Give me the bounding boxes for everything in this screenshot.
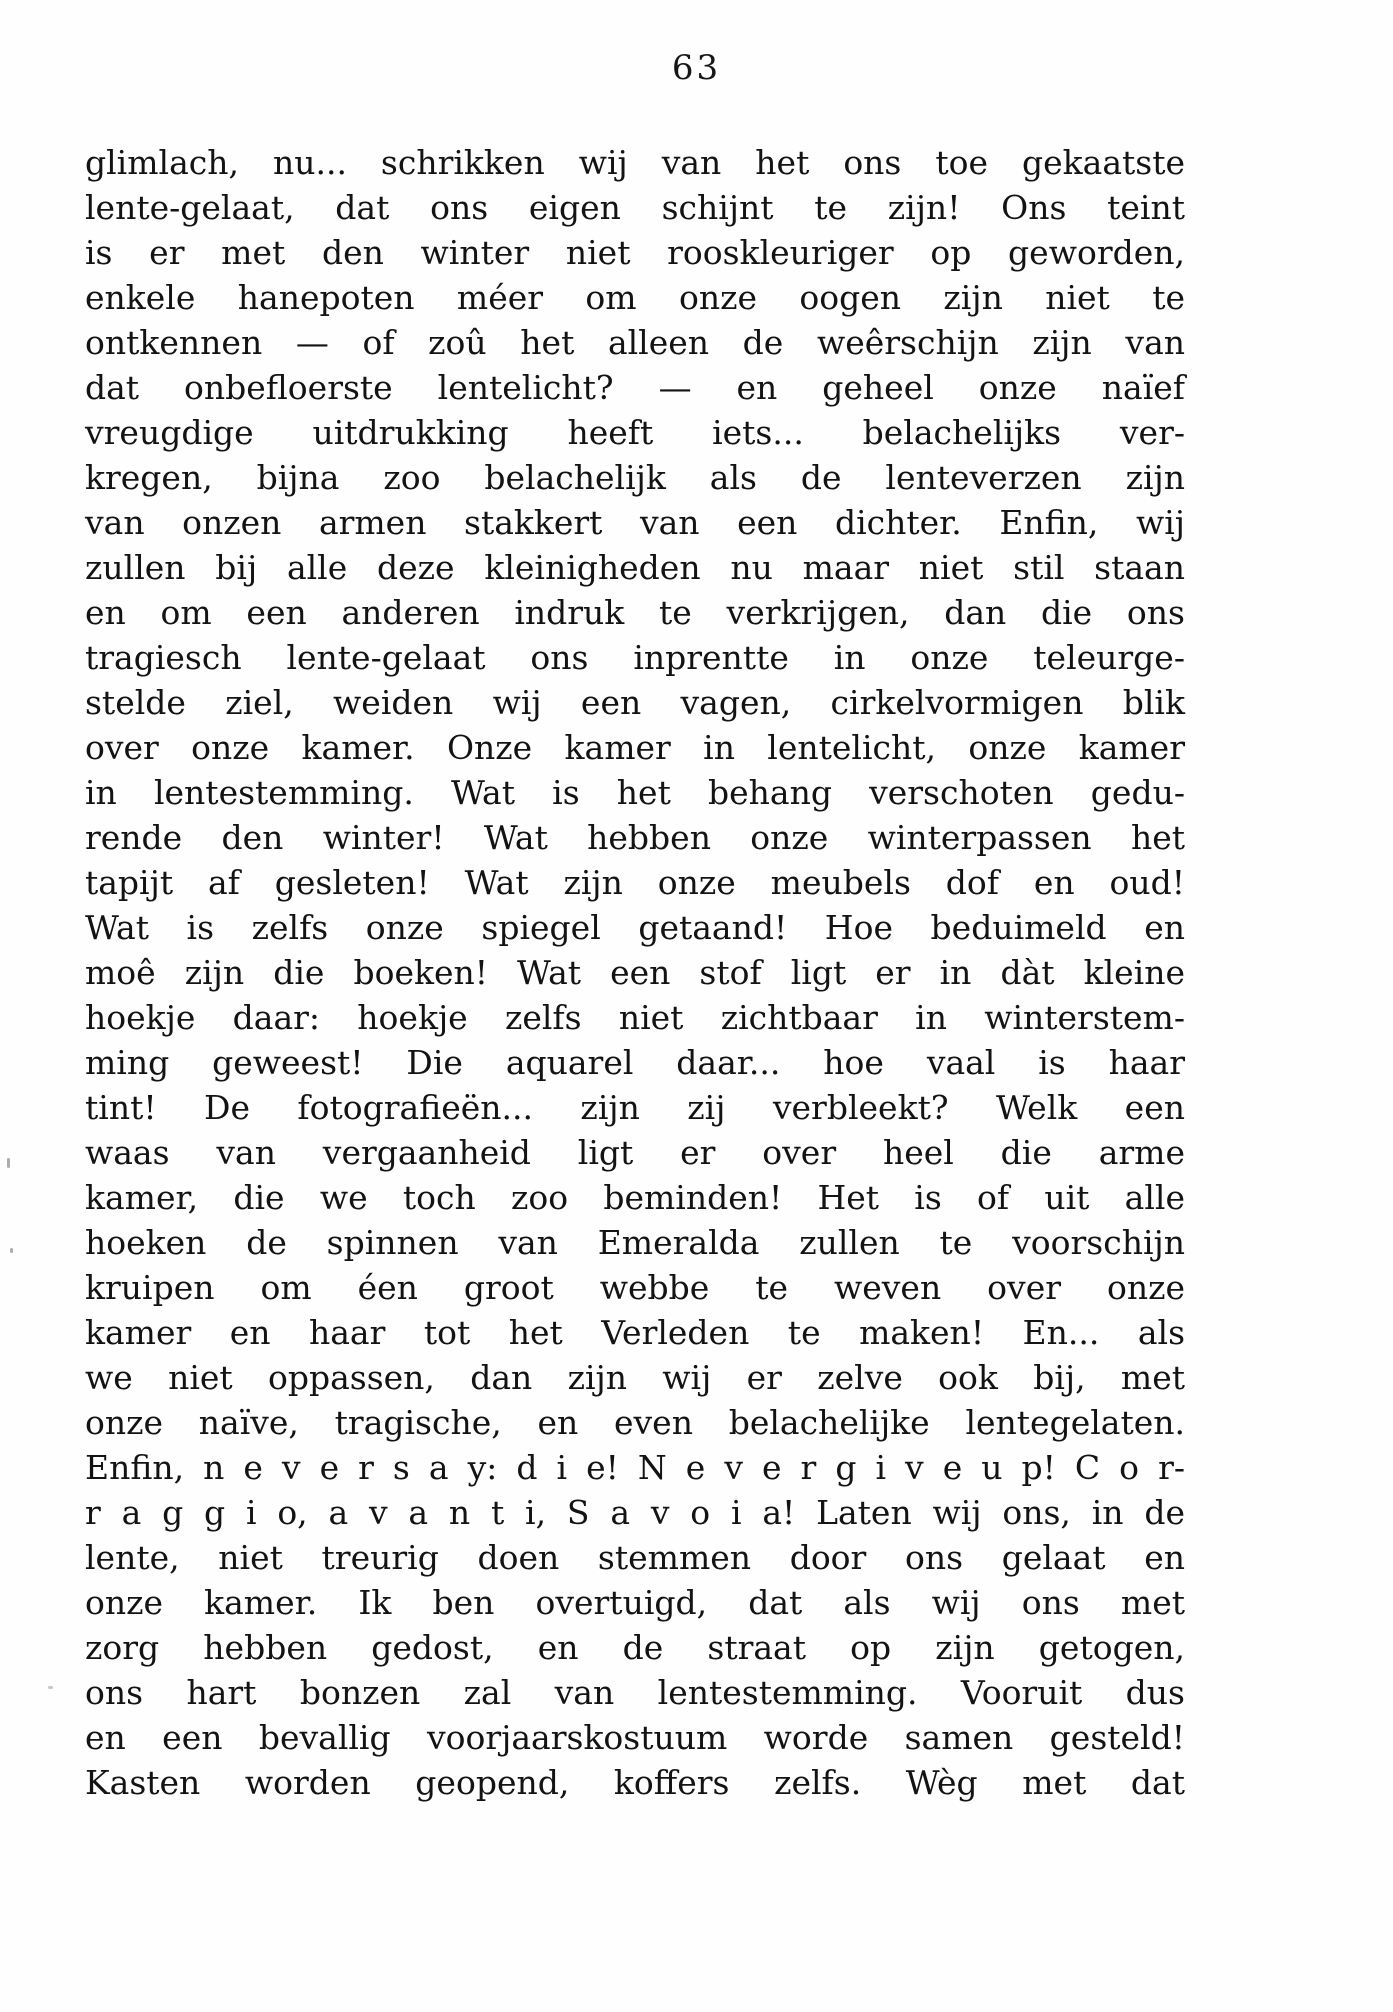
text-line: tapijt af gesleten! Wat zijn onze meubels dof en oud!	[85, 863, 1185, 902]
text-line: hoekje daar: hoekje zelfs niet zichtbaar in winterstem-	[85, 998, 1185, 1037]
text-line: ons hart bonzen zal van lentestemming. Vooruit dus	[85, 1673, 1185, 1712]
scan-speck	[48, 1686, 53, 1689]
text-line: zorg hebben gedost, en de straat op zijn getogen,	[85, 1628, 1185, 1667]
text-line: zullen bij alle deze kleinigheden nu maar niet stil staan	[85, 548, 1185, 587]
text-line: kregen, bijna zoo belachelijk als de lenteverzen zijn	[85, 458, 1185, 497]
text-line: vreugdige uitdrukking heeft iets... belachelijks ver-	[85, 413, 1185, 452]
text-line: en een bevallig voorjaarskostuum worde samen gesteld!	[85, 1718, 1185, 1757]
text-line: Enfin, n e v e r s a y: d i e! N e v e r g i v e u p! C o r-	[85, 1448, 1185, 1487]
text-line: onze naïve, tragische, en even belachelijke lentegelaten.	[85, 1403, 1185, 1442]
text-line: lente-gelaat, dat ons eigen schijnt te zijn! Ons teint	[85, 188, 1185, 227]
text-line: Wat is zelfs onze spiegel getaand! Hoe beduimeld en	[85, 908, 1185, 947]
text-line: we niet oppassen, dan zijn wij er zelve ook bij, met	[85, 1358, 1185, 1397]
text-line: van onzen armen stakkert van een dichter. Enfin, wij	[85, 503, 1185, 542]
text-line: tint! De fotografieën... zijn zij verbleekt? Welk een	[85, 1088, 1185, 1127]
text-line: ontkennen — of zoû het alleen de weêrschijn zijn van	[85, 323, 1185, 362]
text-line: en om een anderen indruk te verkrijgen, dan die ons	[85, 593, 1185, 632]
text-line: lente, niet treurig doen stemmen door ons gelaat en	[85, 1538, 1185, 1577]
text-line: r a g g i o, a v a n t i, S a v o i a! Laten wij ons, in de	[85, 1493, 1185, 1532]
text-line: onze kamer. Ik ben overtuigd, dat als wij ons met	[85, 1583, 1185, 1622]
page-number: 63	[671, 48, 722, 88]
text-line: waas van vergaanheid ligt er over heel die arme	[85, 1133, 1185, 1172]
scan-speck	[10, 1248, 13, 1253]
text-line: is er met den winter niet rooskleuriger op geworden,	[85, 233, 1185, 272]
text-line: ming geweest! Die aquarel daar... hoe vaal is haar	[85, 1043, 1185, 1082]
text-line: over onze kamer. Onze kamer in lentelicht, onze kamer	[85, 728, 1185, 767]
text-line: kamer en haar tot het Verleden te maken! En... als	[85, 1313, 1185, 1352]
text-line: rende den winter! Wat hebben onze winterpassen het	[85, 818, 1185, 857]
text-line: Kasten worden geopend, koffers zelfs. Wèg met dat	[85, 1763, 1185, 1802]
text-line: dat onbefloerste lentelicht? — en geheel onze naïef	[85, 368, 1185, 407]
text-block	[85, 140, 1185, 1805]
text-line: kruipen om éen groot webbe te weven over onze	[85, 1268, 1185, 1307]
scan-speck	[7, 1158, 10, 1168]
text-line: tragiesch lente-gelaat ons inprentte in onze teleurge-	[85, 638, 1185, 677]
text-line: enkele hanepoten méer om onze oogen zijn niet te	[85, 278, 1185, 317]
text-line: kamer, die we toch zoo beminden! Het is of uit alle	[85, 1178, 1185, 1217]
text-line: hoeken de spinnen van Emeralda zullen te voorschijn	[85, 1223, 1185, 1262]
text-line: moê zijn die boeken! Wat een stof ligt er in dàt kleine	[85, 953, 1185, 992]
text-line: in lentestemming. Wat is het behang verschoten gedu-	[85, 773, 1185, 812]
text-line: glimlach, nu... schrikken wij van het ons toe gekaatste	[85, 143, 1185, 182]
text-line: stelde ziel, weiden wij een vagen, cirkelvormigen blik	[85, 683, 1185, 722]
